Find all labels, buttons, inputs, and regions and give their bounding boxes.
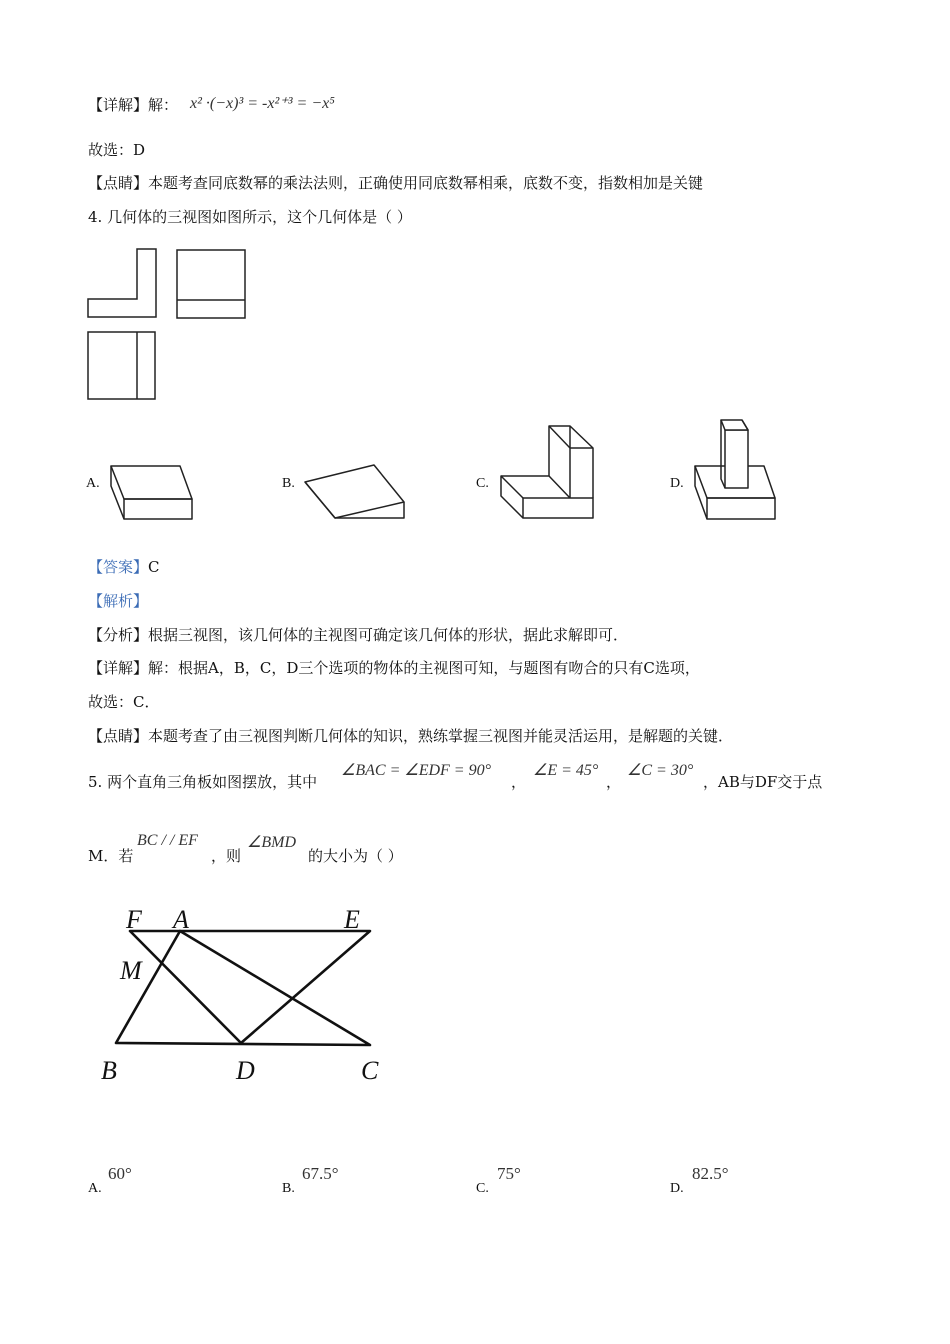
label-f: F bbox=[126, 905, 142, 934]
option-b-label: B. bbox=[282, 476, 295, 491]
separator: ， bbox=[606, 773, 622, 791]
question-4-stem: 4. 几何体的三视图如图所示，这个几何体是（ ） bbox=[88, 208, 412, 226]
option-d-label: D. bbox=[670, 476, 684, 491]
condition-angle-e: ∠E = 45° bbox=[533, 762, 599, 779]
question-5-line2-end: 的大小为（ ） bbox=[308, 847, 403, 865]
question-5-stem-start: 5. 两个直角三角板如图摆放，其中 bbox=[88, 773, 318, 791]
option-b-letter: B. bbox=[282, 1181, 295, 1196]
choice-text: 故选：D bbox=[88, 141, 146, 159]
label-b: B bbox=[101, 1056, 117, 1085]
label-a: A bbox=[173, 905, 189, 934]
option-c-letter: C. bbox=[476, 1181, 489, 1196]
option-a-label: A. bbox=[86, 476, 100, 491]
answer-value: C bbox=[148, 558, 160, 576]
label-e: E bbox=[344, 905, 360, 934]
option-a-letter: A. bbox=[88, 1181, 102, 1196]
analysis-label: 【解析】 bbox=[88, 592, 149, 610]
option-c-label: C. bbox=[476, 476, 489, 491]
triangle-fde bbox=[130, 931, 370, 1043]
option-a-value: 60° bbox=[108, 1164, 132, 1183]
choice-text: 故选：C． bbox=[88, 693, 160, 711]
label-c: C bbox=[361, 1056, 379, 1085]
condition-angles-right: ∠BAC = ∠EDF = 90° bbox=[341, 762, 491, 779]
comment-text: 【点睛】本题考查了由三视图判断几何体的知识，熟练掌握三视图并能灵活运用，是解题的关键． bbox=[88, 727, 734, 745]
triangle-abc bbox=[116, 931, 370, 1045]
target-angle-bmd: ∠BMD bbox=[247, 834, 296, 851]
detail-label: 【详解】解： bbox=[88, 96, 179, 114]
comment-text: 【点睛】本题考查同底数幂的乘法法则，正确使用同底数幂相乘，底数不变，指数相加是关键 bbox=[88, 174, 704, 192]
answer-label: 【答案】 bbox=[88, 558, 149, 576]
question-5-line2-mid: ，则 bbox=[211, 847, 242, 865]
question-5-stem-end: ，AB与DF交于点 bbox=[703, 773, 823, 791]
condition-angle-c: ∠C = 30° bbox=[627, 762, 694, 779]
label-m: M bbox=[120, 956, 142, 985]
question-5-line2-start: M．若 bbox=[88, 847, 134, 865]
option-d-value: 82.5° bbox=[692, 1164, 729, 1183]
detail-formula: x² ·(−x)³ = -x²⁺³ = −x⁵ bbox=[190, 95, 335, 112]
option-b-value: 67.5° bbox=[302, 1164, 339, 1183]
option-c-value: 75° bbox=[497, 1164, 521, 1183]
detail-text: 【详解】解：根据A，B，C，D三个选项的物体的主视图可知，与题图有吻合的只有C选项， bbox=[88, 659, 700, 677]
separator: ， bbox=[511, 773, 527, 791]
label-d: D bbox=[236, 1056, 255, 1085]
analysis-text: 【分析】根据三视图，该几何体的主视图可确定该几何体的形状，据此求解即可． bbox=[88, 626, 629, 644]
option-d-letter: D. bbox=[670, 1181, 684, 1196]
condition-parallel: BC / / EF bbox=[137, 832, 198, 849]
